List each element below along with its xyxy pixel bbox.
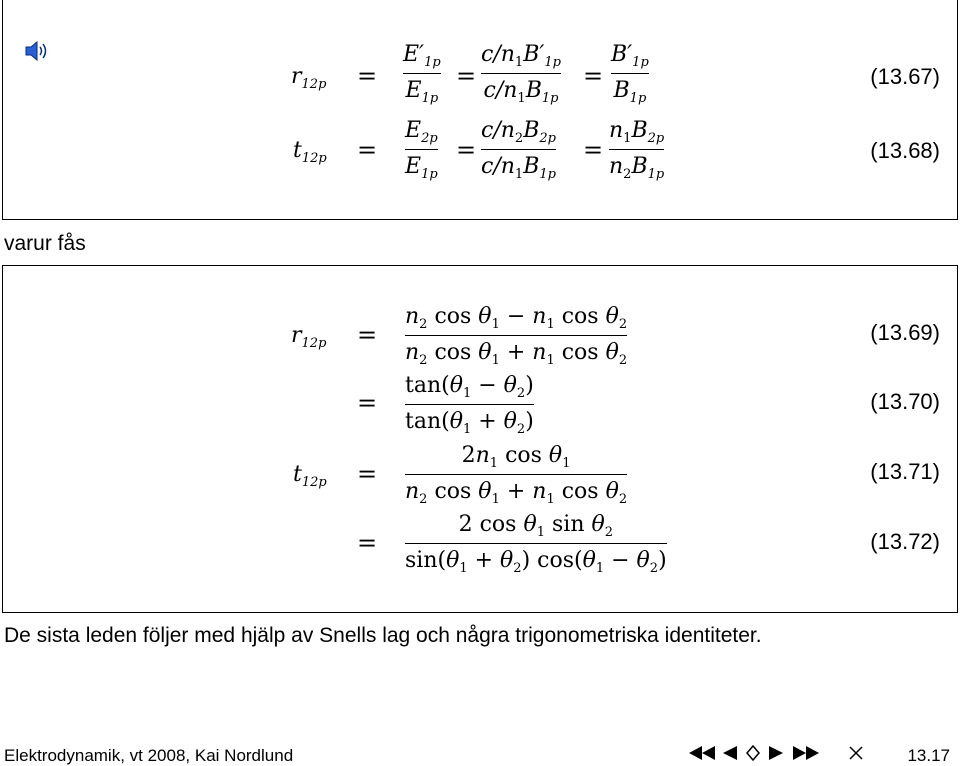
eq70-frac: $\frac{\tan(\theta_1 - \theta_2)}{\tan(\theta_1 + \theta_2)}$	[405, 373, 534, 437]
eq68-lhs: $t_{12p}$	[293, 138, 327, 166]
prev-page-icon[interactable]	[723, 746, 737, 760]
page-number: 13.17	[907, 746, 950, 765]
eq68-frac3: $\frac{n_1B_{2p}}{n_2B_{1p}}$	[609, 118, 665, 182]
eq69-lhs: $r_{12p}$	[291, 323, 327, 351]
eq67-frac2: $\frac{c/n_1B'_{1p}}{c/n_1B_{1p}}$	[481, 42, 561, 106]
eq67-frac1: $\frac{E'_{1p}}{E_{1p}}$	[403, 42, 441, 106]
last-page-icon[interactable]	[793, 746, 819, 760]
eq67-frac3: $\frac{B'_{1p}}{B_{1p}}$	[611, 42, 649, 106]
eq68-equals3: =	[583, 136, 604, 164]
eq69-number: (13.69)	[870, 320, 940, 345]
eq69-frac: $\frac{n_2 \cos \theta_1 - n_1 \cos \theta_2}{n_2 \cos \theta_1 + n_1 \cos \theta_2}$	[405, 304, 628, 368]
eq68-frac1: $\frac{E_{2p}}{E_{1p}}$	[405, 118, 438, 182]
eq71-equals: =	[357, 460, 378, 488]
eq67-equals3: =	[583, 62, 604, 90]
eq68-frac2: $\frac{c/n_2B_{2p}}{c/n_1B_{1p}}$	[481, 118, 556, 182]
next-page-icon[interactable]	[769, 746, 783, 760]
eq68-equals2: =	[456, 136, 477, 164]
eq67-number: (13.67)	[870, 64, 940, 89]
eq70-number: (13.70)	[870, 389, 940, 414]
eq68-number: (13.68)	[870, 138, 940, 163]
eq72-number: (13.72)	[870, 529, 940, 554]
between-text: varur fås	[4, 232, 86, 255]
equation-box-1	[2, 0, 958, 220]
eq71-lhs: $t_{12p}$	[293, 462, 327, 490]
eq67-lhs: $r_{12p}$	[291, 64, 327, 92]
eq71-frac: $\frac{2n_1 \cos \theta_1}{n_2 \cos \theta_1 + n_1 \cos \theta_2}$	[405, 443, 628, 507]
first-page-icon[interactable]	[689, 746, 715, 760]
eq71-number: (13.71)	[870, 459, 940, 484]
eq69-equals: =	[357, 321, 378, 349]
eq72-frac: $\frac{2 \cos \theta_1 \sin \theta_2}{\sin(\theta_1 + \theta_2) \cos(\theta_1 - \theta_2)}$	[405, 512, 667, 576]
eq70-equals: =	[357, 389, 378, 417]
eq68-equals: =	[357, 136, 378, 164]
close-icon[interactable]	[849, 746, 863, 760]
back-icon[interactable]	[746, 745, 760, 761]
bottom-text: De sista leden följer med hjälp av Snells lag och några trigonometriska identiteter.	[4, 624, 762, 647]
eq67-equals: =	[357, 62, 378, 90]
eq72-equals: =	[357, 529, 378, 557]
eq67-equals2: =	[456, 62, 477, 90]
footer-left: Elektrodynamik, vt 2008, Kai Nordlund	[4, 746, 294, 765]
